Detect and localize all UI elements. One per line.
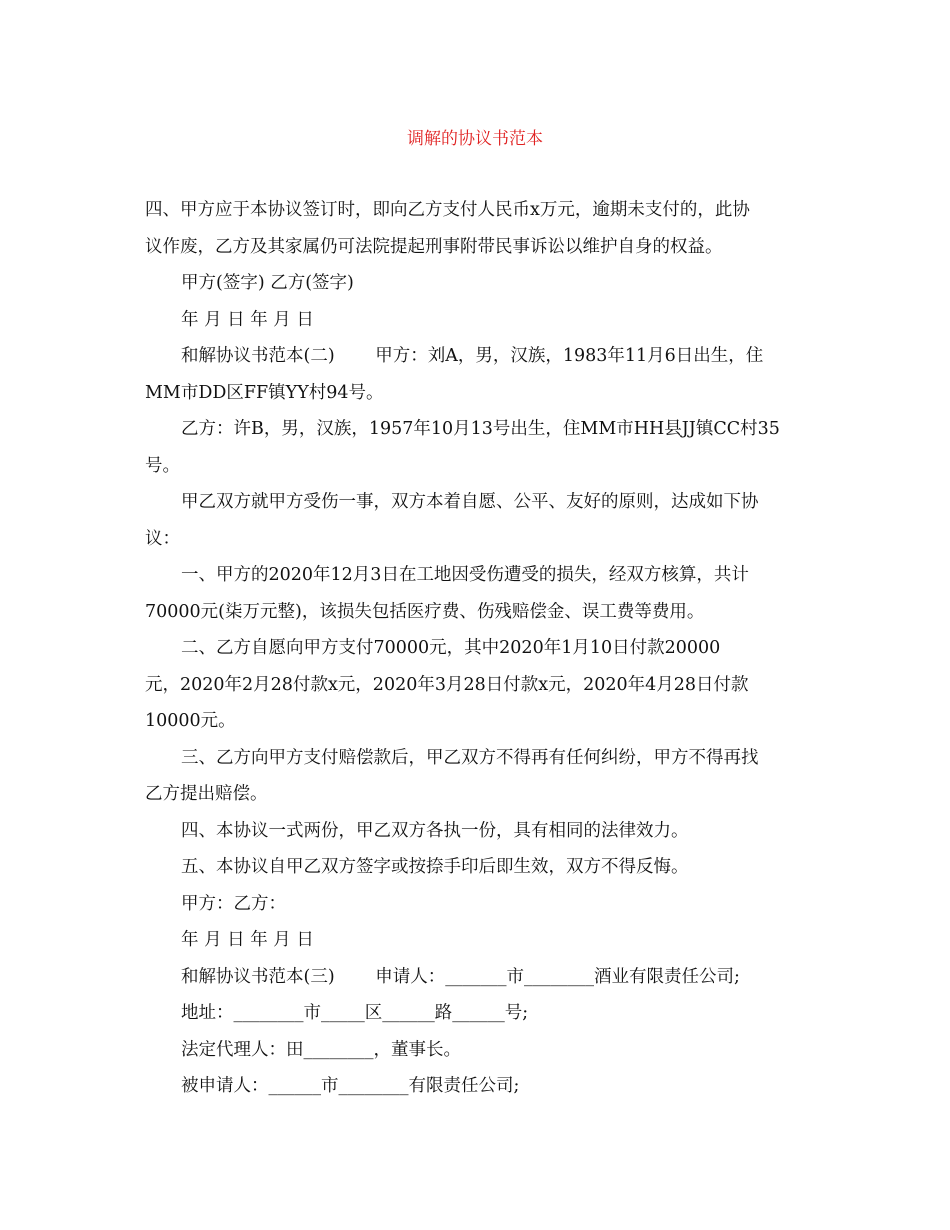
paragraph-line: 法定代理人：田________，董事长。 xyxy=(181,1039,461,1060)
signature-line: 甲方(签字) 乙方(签字) xyxy=(181,273,354,293)
paragraph-line: 三、乙方向甲方支付赔偿款后，甲乙双方不得再有任何纠纷，甲方不得再找 xyxy=(181,747,759,768)
paragraph-line: 议： xyxy=(145,528,180,549)
section-heading-line: 和解协议书范本(二) 甲方：刘A，男，汉族，1983年11月6日出生，住 xyxy=(181,346,764,366)
paragraph-line: 甲乙双方就甲方受伤一事，双方本着自愿、公平、友好的原则，达成如下协 xyxy=(181,492,759,512)
date-line: 年 月 日 年 月 日 xyxy=(181,930,314,950)
section-heading-line: 和解协议书范本(三) 申请人：_______市________酒业有限责任公司; xyxy=(181,966,740,987)
document-body xyxy=(145,192,810,1105)
document-title: 调解的协议书范本 xyxy=(407,129,543,149)
paragraph-line: 二、乙方自愿向甲方支付70000元，其中2020年1月10日付款20000 xyxy=(181,638,721,658)
paragraph-line: MM市DD区FF镇YY村94号。 xyxy=(145,382,384,403)
paragraph-line: 70000元(柒万元整)，该损失包括医疗费、伤残赔偿金、误工费等费用。 xyxy=(145,601,705,622)
paragraph-line: 四、甲方应于本协议签订时，即向乙方支付人民币x万元，逾期未支付的，此协 xyxy=(145,200,750,220)
paragraph-line: 议作废，乙方及其家属仍可法院提起刑事附带民事诉讼以维护自身的权益。 xyxy=(145,236,723,257)
paragraph-line: 五、本协议自甲乙双方签字或按捺手印后即生效，双方不得反悔。 xyxy=(181,857,689,877)
paragraph-line: 四、本协议一式两份，甲乙双方各执一份，具有相同的法律效力。 xyxy=(181,820,689,841)
paragraph-line: 乙方：许B，男，汉族，1957年10月13号出生，住MM市HH县JJ镇CC村35 xyxy=(181,419,780,439)
paragraph-line: 地址：________市_____区______路______号; xyxy=(181,1003,529,1023)
paragraph-line: 一、甲方的2020年12月3日在工地因受伤遭受的损失，经双方核算，共计 xyxy=(181,565,749,585)
paragraph-line: 乙方提出赔偿。 xyxy=(145,784,268,804)
paragraph-line: 元，2020年2月28付款x元，2020年3月28日付款x元，2020年4月28日付款 xyxy=(145,674,749,695)
paragraph-line: 被申请人：______市________有限责任公司; xyxy=(181,1076,520,1096)
paragraph-line: 10000元。 xyxy=(145,711,236,731)
signature-line: 甲方：乙方： xyxy=(181,893,286,914)
paragraph-line: 号。 xyxy=(145,455,180,476)
date-line: 年 月 日 年 月 日 xyxy=(181,309,314,330)
